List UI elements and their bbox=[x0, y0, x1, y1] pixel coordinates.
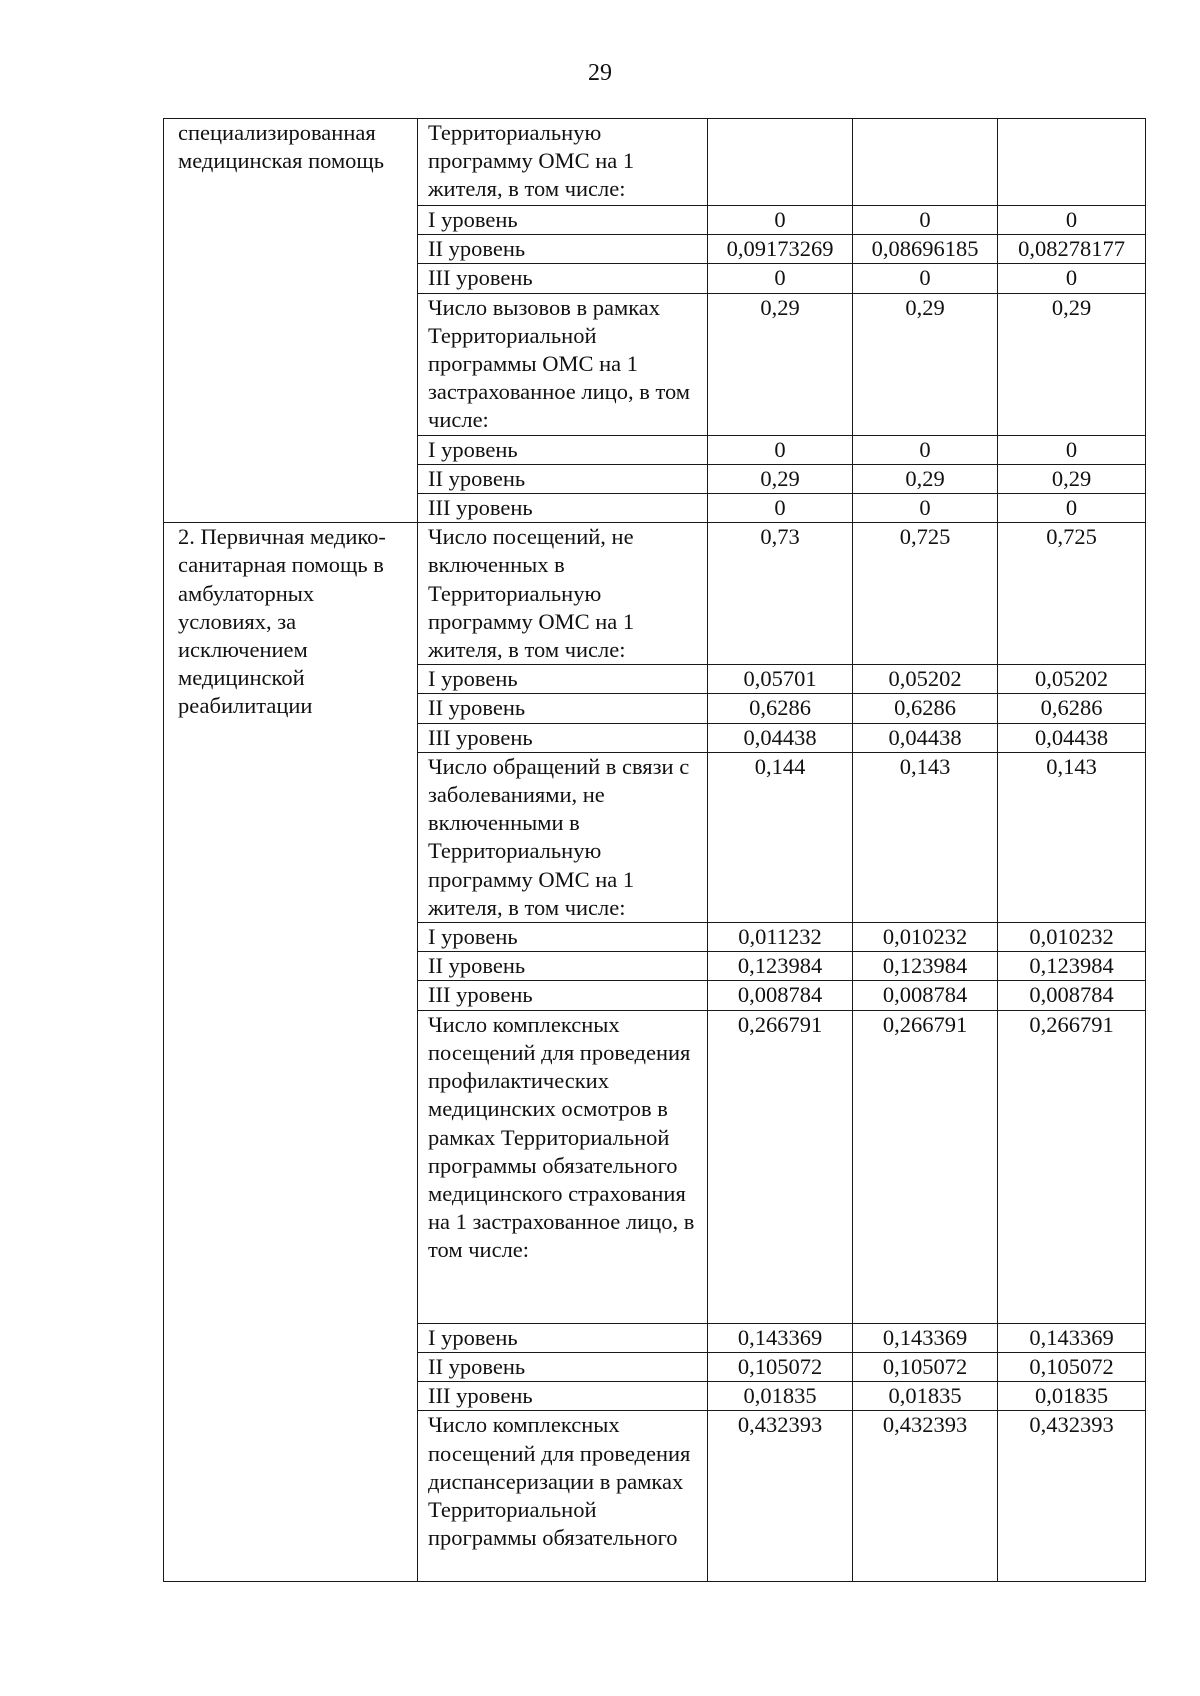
indicator-label: I уровень bbox=[418, 665, 708, 694]
category-cell: специализированная медицинская помощь bbox=[164, 119, 418, 523]
indicator-label: II уровень bbox=[418, 235, 708, 264]
value-year-2: 0 bbox=[853, 435, 998, 464]
value-year-1: 0,105072 bbox=[708, 1352, 853, 1381]
value-year-1: 0,09173269 bbox=[708, 235, 853, 264]
indicator-label: I уровень bbox=[418, 923, 708, 952]
value-year-3: 0 bbox=[998, 264, 1146, 293]
indicator-label: III уровень bbox=[418, 1382, 708, 1411]
indicator-label: III уровень bbox=[418, 723, 708, 752]
indicator-label: Число посещений, не включенных в Территориальную программу ОМС на 1 жителя, в том числе: bbox=[418, 523, 708, 665]
indicator-label: III уровень bbox=[418, 981, 708, 1010]
value-year-2: 0,143369 bbox=[853, 1323, 998, 1352]
value-year-2: 0,725 bbox=[853, 523, 998, 665]
value-year-1: 0,432393 bbox=[708, 1411, 853, 1582]
value-year-1: 0,144 bbox=[708, 752, 853, 922]
value-year-3: 0 bbox=[998, 494, 1146, 523]
value-year-2: 0,01835 bbox=[853, 1382, 998, 1411]
value-year-1: 0,266791 bbox=[708, 1010, 853, 1323]
value-year-2 bbox=[853, 119, 998, 206]
value-year-3: 0,105072 bbox=[998, 1352, 1146, 1381]
indicator-label: I уровень bbox=[418, 206, 708, 235]
table-body bbox=[164, 119, 1146, 1582]
value-year-2: 0 bbox=[853, 264, 998, 293]
value-year-1: 0,6286 bbox=[708, 694, 853, 723]
value-year-3: 0,143 bbox=[998, 752, 1146, 922]
indicator-label: III уровень bbox=[418, 264, 708, 293]
indicator-label: Число вызовов в рамках Территориальной программы ОМС на 1 застрахованное лицо, в том числе: bbox=[418, 293, 708, 435]
category-cell: 2. Первичная медико-санитарная помощь в амбулаторных условиях, за исключением медицинской реабилитации bbox=[164, 523, 418, 1582]
value-year-2: 0 bbox=[853, 494, 998, 523]
value-year-2: 0,105072 bbox=[853, 1352, 998, 1381]
value-year-1: 0 bbox=[708, 206, 853, 235]
value-year-1: 0,01835 bbox=[708, 1382, 853, 1411]
value-year-2: 0,04438 bbox=[853, 723, 998, 752]
value-year-2: 0,29 bbox=[853, 464, 998, 493]
indicator-label: I уровень bbox=[418, 435, 708, 464]
value-year-3: 0,010232 bbox=[998, 923, 1146, 952]
value-year-3: 0,123984 bbox=[998, 952, 1146, 981]
value-year-3: 0,29 bbox=[998, 464, 1146, 493]
value-year-1: 0,143369 bbox=[708, 1323, 853, 1352]
page-number: 29 bbox=[588, 60, 612, 86]
value-year-1: 0,011232 bbox=[708, 923, 853, 952]
value-year-1 bbox=[708, 119, 853, 206]
value-year-1: 0,29 bbox=[708, 293, 853, 435]
value-year-3: 0,05202 bbox=[998, 665, 1146, 694]
value-year-1: 0 bbox=[708, 494, 853, 523]
value-year-2: 0,008784 bbox=[853, 981, 998, 1010]
indicator-label: Число комплексных посещений для проведения диспансеризации в рамках Территориальной программы обязательного bbox=[418, 1411, 708, 1582]
value-year-2: 0,6286 bbox=[853, 694, 998, 723]
value-year-2: 0,432393 bbox=[853, 1411, 998, 1582]
value-year-3: 0 bbox=[998, 206, 1146, 235]
value-year-1: 0,04438 bbox=[708, 723, 853, 752]
value-year-2: 0,05202 bbox=[853, 665, 998, 694]
value-year-3: 0,008784 bbox=[998, 981, 1146, 1010]
indicator-label: Территориальную программу ОМС на 1 жителя, в том числе: bbox=[418, 119, 708, 206]
value-year-3: 0,29 bbox=[998, 293, 1146, 435]
table-row bbox=[164, 523, 1146, 665]
value-year-3: 0 bbox=[998, 435, 1146, 464]
value-year-2: 0,266791 bbox=[853, 1010, 998, 1323]
indicator-label: II уровень bbox=[418, 952, 708, 981]
value-year-3: 0,04438 bbox=[998, 723, 1146, 752]
value-year-1: 0,29 bbox=[708, 464, 853, 493]
value-year-1: 0 bbox=[708, 264, 853, 293]
value-year-2: 0,123984 bbox=[853, 952, 998, 981]
data-table bbox=[163, 118, 1146, 1582]
indicator-label: II уровень bbox=[418, 1352, 708, 1381]
indicator-label: II уровень bbox=[418, 464, 708, 493]
value-year-1: 0,73 bbox=[708, 523, 853, 665]
value-year-3: 0,725 bbox=[998, 523, 1146, 665]
value-year-2: 0,143 bbox=[853, 752, 998, 922]
indicator-label: Число обращений в связи с заболеваниями, не включенными в Территориальную программу ОМС на 1 жителя, в том числе: bbox=[418, 752, 708, 922]
value-year-1: 0,123984 bbox=[708, 952, 853, 981]
value-year-3: 0,266791 bbox=[998, 1010, 1146, 1323]
table-row bbox=[164, 119, 1146, 206]
value-year-2: 0 bbox=[853, 206, 998, 235]
value-year-3: 0,01835 bbox=[998, 1382, 1146, 1411]
value-year-3 bbox=[998, 119, 1146, 206]
value-year-3: 0,432393 bbox=[998, 1411, 1146, 1582]
value-year-1: 0,008784 bbox=[708, 981, 853, 1010]
value-year-2: 0,010232 bbox=[853, 923, 998, 952]
value-year-3: 0,6286 bbox=[998, 694, 1146, 723]
value-year-1: 0,05701 bbox=[708, 665, 853, 694]
indicator-label: III уровень bbox=[418, 494, 708, 523]
value-year-2: 0,08696185 bbox=[853, 235, 998, 264]
indicator-label: Число комплексных посещений для проведения профилактических медицинских осмотров в рамках Территориальной программы обязательного медицинского страхования на 1 застрахованное лицо, в том числе: bbox=[418, 1010, 708, 1323]
value-year-1: 0 bbox=[708, 435, 853, 464]
indicator-label: I уровень bbox=[418, 1323, 708, 1352]
value-year-3: 0,08278177 bbox=[998, 235, 1146, 264]
value-year-3: 0,143369 bbox=[998, 1323, 1146, 1352]
indicator-label: II уровень bbox=[418, 694, 708, 723]
value-year-2: 0,29 bbox=[853, 293, 998, 435]
